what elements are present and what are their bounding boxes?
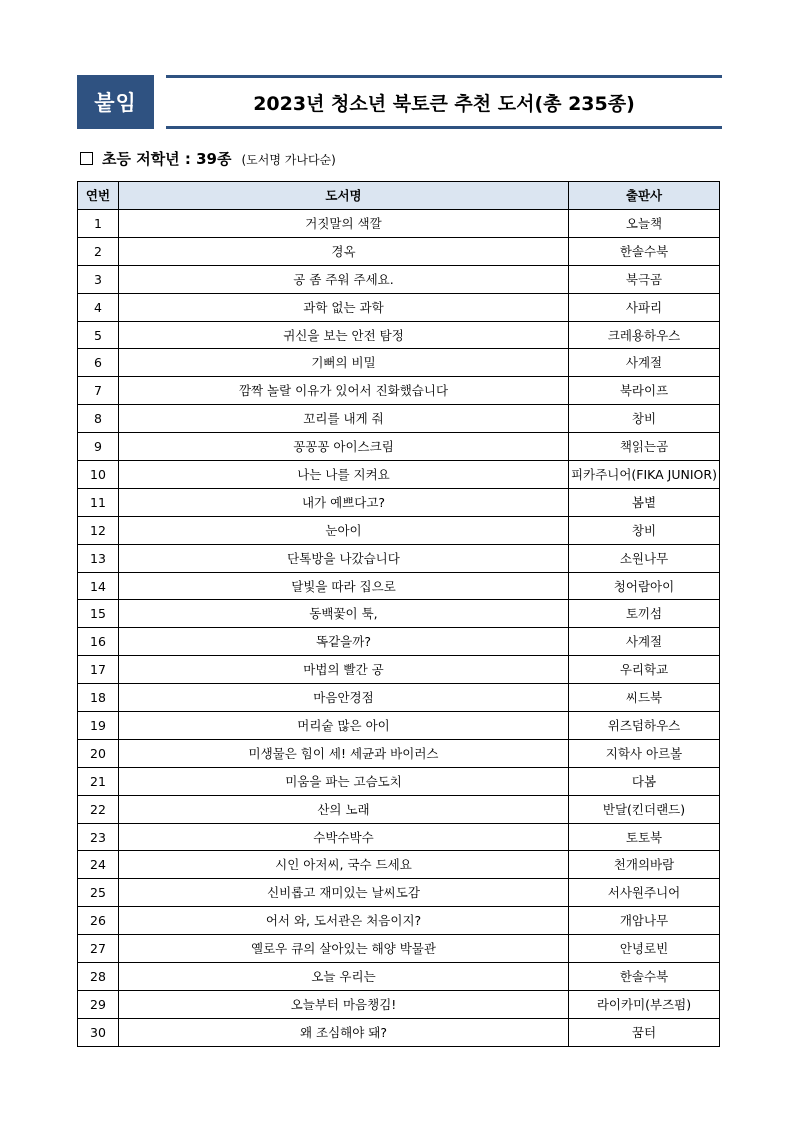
cell-number: 12 [78,516,119,544]
cell-publisher: 북라이프 [569,377,720,405]
table-row [78,293,720,321]
cell-title: 눈아이 [119,516,569,544]
cell-number: 6 [78,349,119,377]
attachment-badge-label: 붙임 [94,91,137,115]
table-row [78,628,720,656]
cell-publisher: 우리학교 [569,656,720,684]
column-header-title: 도서명 [119,182,569,210]
cell-title: 마음안경점 [119,684,569,712]
table-row [78,1018,720,1046]
cell-number: 24 [78,851,119,879]
cell-publisher: 크레용하우스 [569,321,720,349]
cell-title: 동백꽃이 툭, [119,600,569,628]
cell-number: 30 [78,1018,119,1046]
cell-title: 미움을 파는 고슴도치 [119,767,569,795]
cell-publisher: 소원나무 [569,544,720,572]
section-note: (도서명 가나다순) [241,153,336,167]
table-row [78,739,720,767]
cell-title: 내가 예쁘다고? [119,488,569,516]
cell-number: 13 [78,544,119,572]
table-row [78,851,720,879]
table-row [78,461,720,489]
cell-publisher: 토끼섬 [569,600,720,628]
cell-number: 26 [78,907,119,935]
table-body [78,210,720,1047]
cell-publisher: 책읽는곰 [569,433,720,461]
cell-number: 9 [78,433,119,461]
table-row [78,823,720,851]
cell-title: 똑같을까? [119,628,569,656]
cell-publisher: 북극곰 [569,265,720,293]
cell-number: 16 [78,628,119,656]
cell-number: 14 [78,572,119,600]
cell-number: 21 [78,767,119,795]
cell-title: 기뻐의 비밀 [119,349,569,377]
table-row [78,265,720,293]
cell-title: 꽁꽁꽁 아이스크림 [119,433,569,461]
table-row [78,516,720,544]
table-row [78,879,720,907]
cell-publisher: 토토북 [569,823,720,851]
cell-title: 오늘 우리는 [119,963,569,991]
table-row [78,990,720,1018]
cell-number: 5 [78,321,119,349]
cell-title: 산의 노래 [119,795,569,823]
cell-publisher: 봄볕 [569,488,720,516]
cell-publisher: 반달(킨더랜드) [569,795,720,823]
table-row [78,572,720,600]
table-row [78,963,720,991]
cell-number: 17 [78,656,119,684]
cell-title: 오늘부터 마음챙김! [119,990,569,1018]
cell-publisher: 한솔수북 [569,963,720,991]
cell-number: 3 [78,265,119,293]
table-row [78,712,720,740]
table-row [78,488,720,516]
cell-number: 19 [78,712,119,740]
cell-publisher: 한솔수북 [569,237,720,265]
cell-publisher: 안녕로빈 [569,935,720,963]
cell-publisher: 지학사 아르볼 [569,739,720,767]
attachment-badge [77,75,154,129]
cell-number: 10 [78,461,119,489]
cell-publisher: 꿈터 [569,1018,720,1046]
table-row [78,656,720,684]
cell-publisher: 서사원주니어 [569,879,720,907]
document-title: 2023년 청소년 북토큰 추천 도서(총 235종) [253,92,635,115]
cell-title: 왜 조심해야 돼? [119,1018,569,1046]
table-row [78,767,720,795]
cell-number: 25 [78,879,119,907]
cell-number: 18 [78,684,119,712]
cell-title: 시인 아저씨, 국수 드세요 [119,851,569,879]
cell-publisher: 사파리 [569,293,720,321]
table-row [78,795,720,823]
cell-title: 깜짝 놀랄 이유가 있어서 진화했습니다 [119,377,569,405]
cell-title: 수박수박수 [119,823,569,851]
section-title: 초등 저학년 : 39종 [102,150,232,168]
cell-title: 공 좀 주워 주세요. [119,265,569,293]
table-header-row [78,182,720,210]
cell-title: 거짓말의 색깔 [119,210,569,238]
cell-title: 어서 와, 도서관은 처음이지? [119,907,569,935]
cell-publisher: 사계절 [569,349,720,377]
cell-title: 과학 없는 과학 [119,293,569,321]
cell-publisher: 다봄 [569,767,720,795]
table-row [78,935,720,963]
cell-publisher: 피카주니어(FIKA JUNIOR) [569,461,720,489]
cell-title: 신비롭고 재미있는 날씨도감 [119,879,569,907]
book-list-table [77,181,720,1047]
cell-number: 27 [78,935,119,963]
cell-title: 나는 나를 지켜요 [119,461,569,489]
table-row [78,600,720,628]
table-row [78,377,720,405]
cell-number: 29 [78,990,119,1018]
section-heading [80,148,336,169]
cell-title: 머리숱 많은 아이 [119,712,569,740]
cell-number: 4 [78,293,119,321]
cell-number: 22 [78,795,119,823]
cell-publisher: 청어람아이 [569,572,720,600]
cell-number: 7 [78,377,119,405]
cell-title: 단톡방을 나갔습니다 [119,544,569,572]
document-title-box [166,75,722,129]
cell-publisher: 개암나무 [569,907,720,935]
checkbox-square-icon [80,152,93,165]
cell-title: 꼬리를 내게 줘 [119,405,569,433]
table-row [78,433,720,461]
cell-publisher: 위즈덤하우스 [569,712,720,740]
cell-publisher: 사계절 [569,628,720,656]
cell-title: 달빛을 따라 집으로 [119,572,569,600]
cell-number: 1 [78,210,119,238]
column-header-number: 연번 [78,182,119,210]
cell-publisher: 창비 [569,516,720,544]
cell-number: 2 [78,237,119,265]
cell-number: 8 [78,405,119,433]
cell-number: 11 [78,488,119,516]
column-header-publisher: 출판사 [569,182,720,210]
cell-publisher: 씨드북 [569,684,720,712]
cell-publisher: 창비 [569,405,720,433]
table-row [78,349,720,377]
cell-publisher: 천개의바람 [569,851,720,879]
cell-publisher: 라이카미(부즈펌) [569,990,720,1018]
cell-title: 마법의 빨간 공 [119,656,569,684]
table-row [78,907,720,935]
cell-title: 귀신을 보는 안전 탐정 [119,321,569,349]
cell-title: 경옥 [119,237,569,265]
table-row [78,237,720,265]
cell-number: 15 [78,600,119,628]
cell-title: 미생물은 힘이 세! 세균과 바이러스 [119,739,569,767]
table-row [78,321,720,349]
table-row [78,405,720,433]
cell-publisher: 오늘책 [569,210,720,238]
cell-number: 20 [78,739,119,767]
table-row [78,544,720,572]
cell-title: 옐로우 큐의 살아있는 해양 박물관 [119,935,569,963]
cell-number: 28 [78,963,119,991]
cell-number: 23 [78,823,119,851]
table-row [78,210,720,238]
table-row [78,684,720,712]
